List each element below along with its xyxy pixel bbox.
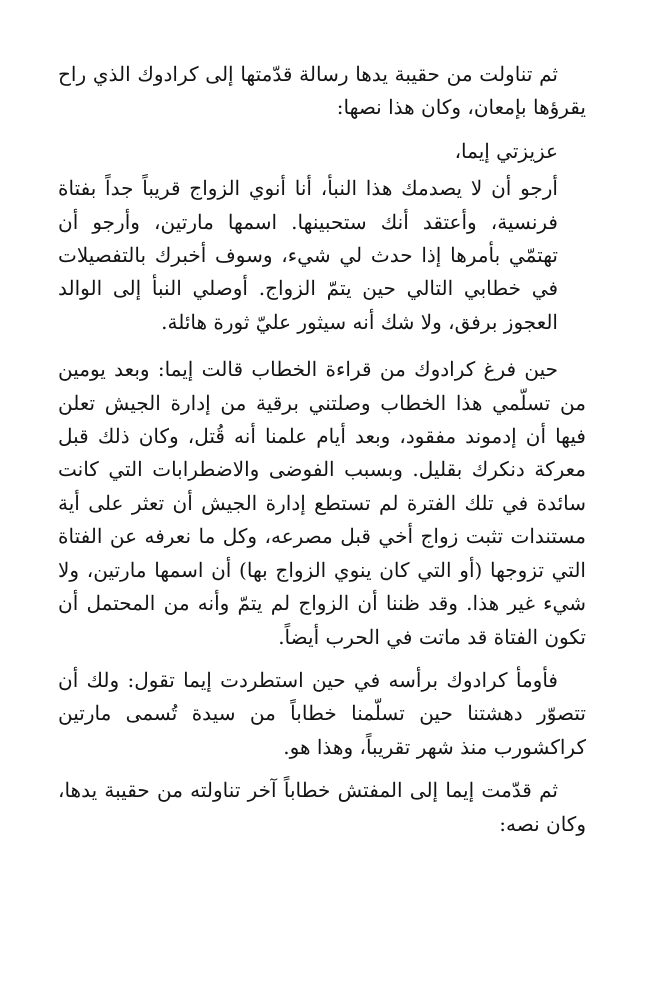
book-page <box>58 58 586 841</box>
intro-paragraph: ثم تناولت من حقيبة يدها رسالة قدّمتها إلى كرادوك الذي راح يقرؤها بإمعان، وكان هذا نصها: <box>58 62 586 120</box>
paragraph-craddock-nods: فأومأ كرادوك برأسه في حين استطردت إيما تقول: ولك أن تتصوّر دهشتنا حين تسلّمنا خطاباً من سيدة تُسمى مارتين كراكشورب منذ شهر تقريباً، وهذا هو. <box>58 667 586 759</box>
letter-body: أرجو أن لا يصدمك هذا النبأ، أنا أنوي الزواج قريباً جداً بفتاة فرنسية، وأعتقد أنك ستحبينها. اسمها مارتين، وأرجو أن تهتمّي بأمرها إذا حدث لي شيء، وسوف أخبرك بالتفصيلات في خطابي التالي حين يتمّ الزواج. أوصلي النبأ إلى الوالد العجوز برفق، ولا شك أنه سيثور عليّ ثورة هائلة. <box>58 176 558 334</box>
paragraph-second-letter: ثم قدّمت إيما إلى المفتش خطاباً آخر تناولته من حقيبة يدها، وكان نصه: <box>58 778 586 836</box>
letter-greeting: عزيزتي إيما، <box>454 138 558 163</box>
paragraph-after-letter: حين فرغ كرادوك من قراءة الخطاب قالت إيما: وبعد يومين من تسلّمي هذا الخطاب وصلتني برقية من إدارة الجيش تعلن فيها أن إدموند مفقود، وبعد أيام علمنا أنه قُتل، وكان ذلك قبل معركة دنكرك بقليل. وبسبب الفوضى والاضطرابات التي كانت سائدة في تلك الفترة لم تستطع إدارة الجيش أن تعثر على أية مستندات تثبت زواج أخي قبل مصرعه، وكل ما نعرفه عن الفتاة التي تزوجها (أو التي كان ينوي الزواج بها) أن اسمها مارتين، ولا شيء غير هذا. وقد ظننا أن الزواج لم يتمّ وأنه من المحتمل أن تكون الفتاة قد ماتت في الحرب أيضاً. <box>58 357 586 649</box>
